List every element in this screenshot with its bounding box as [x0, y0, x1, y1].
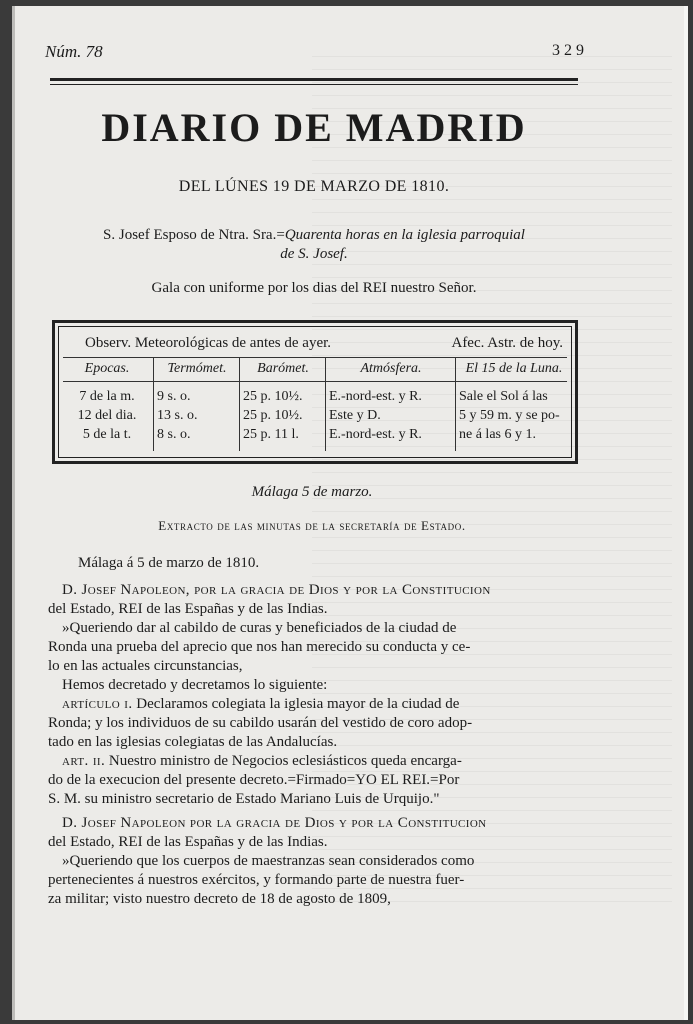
opening-line: Málaga á 5 de marzo de 1810. [78, 555, 260, 571]
article-1-text: Declaramos colegiata la iglesia mayor de la ciudad de [132, 696, 460, 712]
header-epocas: Epocas. [84, 361, 130, 376]
table-cell: 12 del dia. [77, 408, 137, 423]
article-2-text: Nuestro ministro de Negocios eclesiásticos queda encarga- [105, 753, 462, 769]
text-line: za militar; visto nuestro decreto de 18 de agosto de 1809, [48, 891, 391, 907]
text-line: »Queriendo dar al cabildo de curas y beneficiados de la ciudad de [62, 620, 457, 636]
epocas-column [63, 387, 151, 444]
column-divider [153, 357, 154, 451]
gala-notice: Gala con uniforme por los dias del REI nuestro Señor. [151, 280, 477, 296]
table-cell: 5 de la t. [82, 427, 132, 442]
table-cell: 7 de la m. [79, 389, 135, 404]
text-line: Ronda; y los individuos de su cabildo usarán del vestido de coro adop- [48, 715, 473, 731]
atmosfera-column [329, 387, 453, 444]
meteorological-title: Observ. Meteorológicas de antes de ayer. [85, 335, 332, 351]
column-divider [239, 357, 240, 451]
dateline-malaga: Málaga 5 de marzo. [251, 484, 373, 500]
luna-column [459, 387, 569, 444]
header-barometro: Barómet. [257, 361, 309, 376]
text-line: do de la execucion del presente decreto.=Firmado=YO EL REI.=Por [48, 772, 460, 788]
text-line: del Estado, REI de las Españas y de las Indias. [48, 601, 328, 617]
page-right-edge [684, 6, 688, 1020]
observations-table [52, 320, 578, 464]
header-atmosfera: Atmósfera. [360, 361, 422, 376]
newspaper-page [12, 6, 688, 1020]
column-divider [455, 357, 456, 451]
text-line: »Queriendo que los cuerpos de maestranzas sean considerados como [62, 853, 475, 869]
observations-title-row [63, 335, 567, 358]
termometro-column [157, 387, 237, 444]
text-line: Ronda una prueba del aprecio que nos han merecido su conducta y ce- [48, 639, 471, 655]
header-luna: El 15 de la Luna. [465, 361, 563, 376]
saint-plain: S. Josef Esposo de Ntra. Sra.= [103, 227, 285, 243]
issue-number: Núm. 78 [45, 42, 103, 61]
astronomical-title: Afec. Astr. de hoy. [451, 335, 563, 351]
table-cell: E.-nord-est. y R. [329, 389, 422, 404]
text-line: S. M. su ministro secretario de Estado Mariano Luis de Urquijo." [48, 791, 440, 807]
text-line: del Estado, REI de las Españas y de las Indias. [48, 834, 328, 850]
top-rule-thin [50, 84, 578, 85]
observations-header-row [63, 361, 567, 382]
article-2-line [48, 752, 580, 771]
decree-2 [48, 814, 580, 909]
article-1-line [48, 695, 580, 714]
dateline: DEL LÚNES 19 DE MARZO DE 1810. [178, 178, 450, 195]
masthead-title: DIARIO DE MADRID [101, 105, 527, 150]
saint-italic-1: Quarenta horas en la iglesia parroquial [284, 227, 525, 243]
top-rule-thick [50, 78, 578, 81]
article-1-label: artículo i. [62, 696, 133, 712]
text-line: pertenecientes á nuestros exércitos, y formando parte de nuestra fuer- [48, 872, 465, 888]
table-cell: 8 s. o. [157, 427, 191, 442]
section-heading: Extracto de las minutas de la secretaría de Estado. [158, 518, 466, 533]
header-termometro: Termómet. [167, 361, 227, 376]
text-line: Hemos decretado y decretamos lo siguiente: [62, 677, 328, 693]
article-2-label: art. ii. [62, 753, 106, 769]
text-line: lo en las actuales circunstancias, [48, 658, 243, 674]
saint-of-the-day [52, 226, 576, 264]
table-cell: 9 s. o. [157, 389, 191, 404]
page-number: 3 2 9 [552, 42, 584, 59]
barometro-column [243, 387, 323, 444]
column-divider [325, 357, 326, 451]
saint-italic-2: de S. Josef. [280, 246, 348, 262]
table-cell: Sale el Sol á las [459, 389, 548, 404]
text-line: tado en las iglesias colegiatas de las Andalucías. [48, 734, 338, 750]
decree-1-head: D. Josef Napoleon, por la gracia de Dios y por la Constitucion [62, 582, 491, 598]
decree-1 [48, 554, 580, 809]
table-cell: 25 p. 11 l. [243, 427, 299, 442]
table-cell: E.-nord-est. y R. [329, 427, 422, 442]
table-cell: ne á las 6 y 1. [459, 427, 536, 442]
table-cell: 13 s. o. [157, 408, 198, 423]
decree-2-head: D. Josef Napoleon por la gracia de Dios y por la Constitucion [62, 815, 487, 831]
table-cell: 25 p. 10½. [243, 408, 303, 423]
table-cell: 5 y 59 m. y se po- [459, 408, 560, 423]
table-cell: 25 p. 10½. [243, 389, 303, 404]
table-cell: Este y D. [329, 408, 381, 423]
page-left-edge [12, 6, 15, 1020]
